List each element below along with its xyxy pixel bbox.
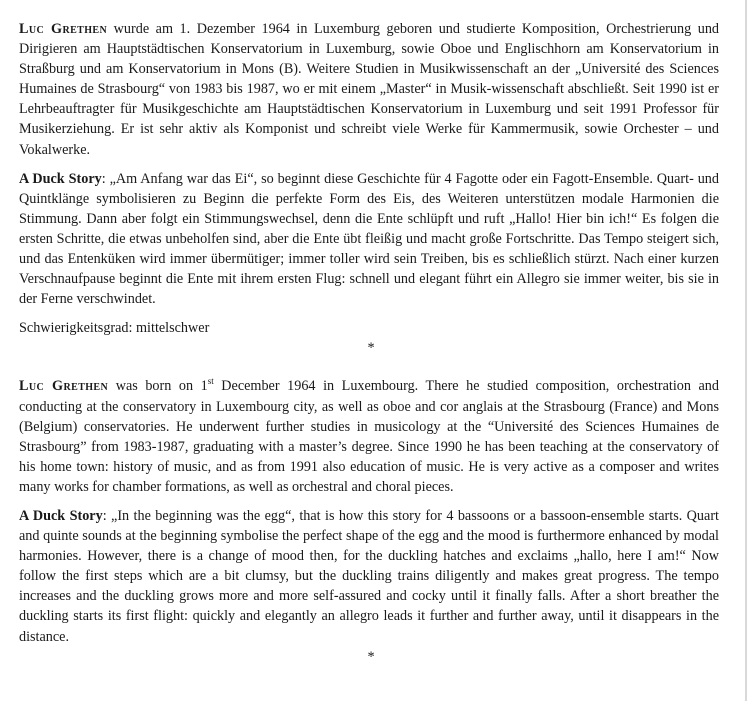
spacer <box>19 160 719 169</box>
story-title-de: A Duck Story <box>19 170 102 187</box>
english-bio-text-start: was born on 1 <box>108 378 208 395</box>
english-bio-paragraph <box>19 376 719 497</box>
ordinal-suffix: st <box>207 376 214 387</box>
english-story-text: : „In the beginning was the egg“, that is how this story for 4 bassoons or a bassoon-ensemble starts. Quart and quinte sounds at the beginning symbolise the perfect shape of the egg and the mood is furthermore enhanced by modal harmonies. However, there is a change of mood then, for the duckling hatches and exclaims „hallo, here I am!“ Now follow the first steps which are a bit clumsy, but the duckling trains diligently and makes great progress. The tempo increases and the duckling grows more and more self-assured and cocky until it finally falls. After a short breather the duckling starts its first flight: quickly and elegantly an allegro leads it further and further away, until it disappears in the distance. <box>19 507 719 645</box>
english-story-paragraph <box>19 506 719 647</box>
german-story-paragraph <box>19 169 719 310</box>
german-bio-paragraph <box>19 19 719 160</box>
story-title-en: A Duck Story <box>19 507 103 524</box>
document-page <box>19 19 719 667</box>
section-separator-en: * <box>367 648 375 665</box>
difficulty-line: Schwierigkeitsgrad: mittelschwer <box>19 320 210 337</box>
german-bio-text: wurde am 1. Dezember 1964 in Luxemburg geboren und studierte Komposition, Orchestrierung und Dirigieren am Hauptstädtischen Konservatorium in Luxemburg, sowie Oboe und Englischhorn am Konservatorium in Straßburg und am Konservatorium in Mons (B). Weitere Studien in Musikwissenschaft an der „Université des Sciences Humaines de Strasbourg“ von 1983 bis 1987, wo er mit einem „Master“ in Musik-wissenschaft abschließt. Seit 1990 ist er Lehrbeauftragter für Musikgeschichte am Hauptstädtischen Konservatorium in Luxemburg und seit 1991 Professor für Musikerziehung. Er ist sehr aktiv als Komponist und schreibt viele Werke für Kammermusik, sowie Orchester – und Vokalwerke. <box>19 21 720 158</box>
german-story-text: : „Am Anfang war das Ei“, so beginnt diese Geschichte für 4 Fagotte oder ein Fagott-Ensemble. Quart- und Quintklänge symbolisieren zu Beginn die perfekte Form des Eis, des Weiteren unterstützen modale Harmonien die Stimmung. Dann aber folgt ein Stimmungswechsel, denn die Ente schlüpft und ruft „Hallo! Hier bin ich!“ Es folgen die ersten Schritte, die etwas unbeholfen sind, aber die Ente übt fleißig und macht große Fortschritte. Das Tempo steigert sich, und das Entenküken wird immer übermütiger; immer toller wird sein Treiben, bis es schließlich stürzt. Nach einer kurzen Verschnaufpause beginnt die Ente mit ihrem ersten Flug: schnell und elegant führt ein Allegro sie immer weiter, bis sie in der Ferne verschwindet. <box>19 170 719 308</box>
section-separator-de: * <box>367 340 375 357</box>
spacer <box>19 358 719 376</box>
spacer <box>19 309 719 318</box>
english-bio-text-end: December 1964 in Luxembourg. There he studied composition, orchestration and conducting at the conservatory in Luxembourg city, as well as oboe and cor anglais at the Strasbourg (France) and Mons (Belgium) conservatories. He underwent further studies in musicology at the “Université des Sciences Humaines de Strasbourg” from 1983-1987, graduating with a master’s degree. Since 1990 he has been teaching at the conservatory of his home town: history of music, and as from 1991 also education of music. He is very active as a composer and writes many works for chamber formations, as well as orchestral and choral pieces. <box>19 378 719 495</box>
composer-name-en: Luc Grethen <box>19 378 109 395</box>
composer-name-de: Luc Grethen <box>19 21 108 37</box>
spacer <box>19 497 719 506</box>
